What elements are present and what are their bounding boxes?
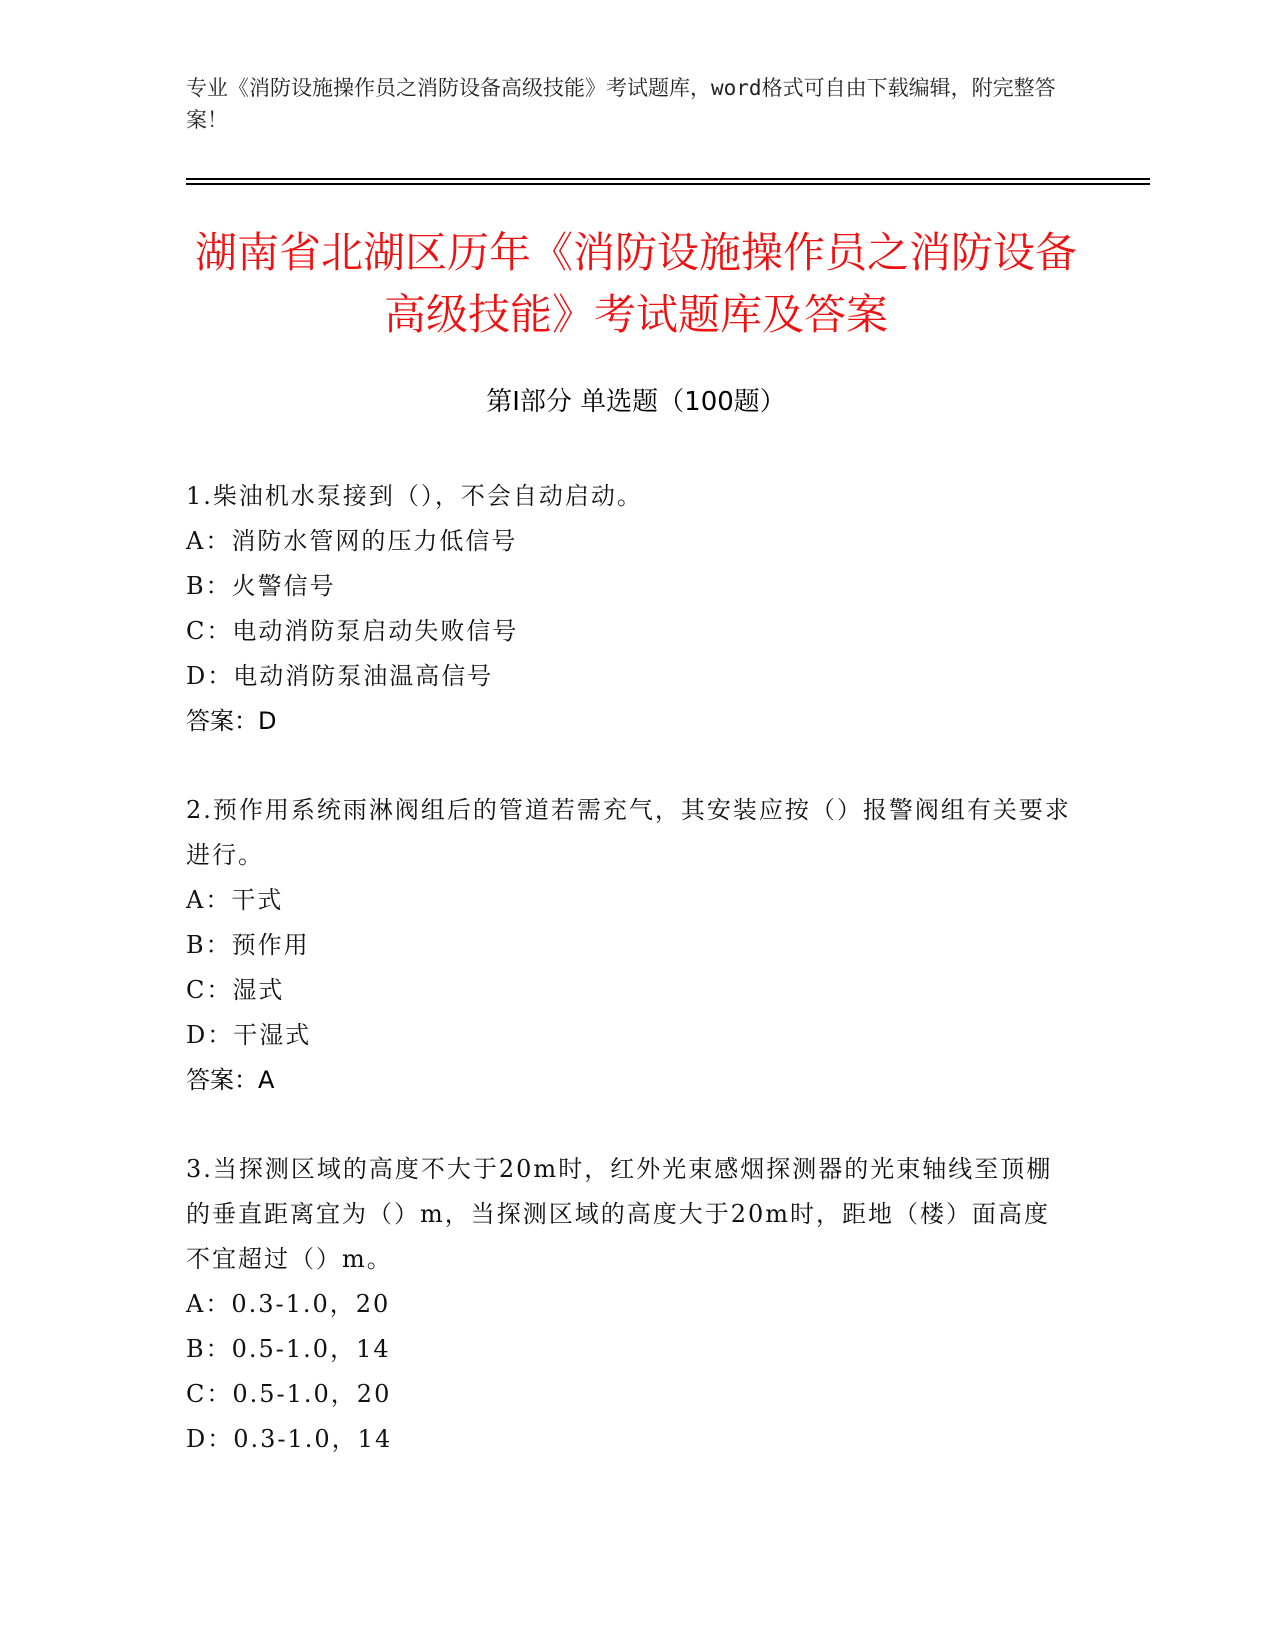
option-b: B：预作用 xyxy=(186,931,310,959)
option-a: A：干式 xyxy=(186,886,284,914)
header-divider-bottom xyxy=(186,183,1150,185)
option-c: C：0.5-1.0，20 xyxy=(186,1380,392,1408)
section-title: 第Ⅰ部分 单选题（100题） xyxy=(486,387,786,417)
header-divider-top xyxy=(186,178,1150,180)
question-3 xyxy=(186,1147,1076,1462)
question-stem: 2.预作用系统雨淋阀组后的管道若需充气，其安装应按（）报警阀组有关要求进行。 xyxy=(186,796,1071,869)
question-stem: 1.柴油机水泵接到（），不会自动启动。 xyxy=(186,482,643,510)
option-a: A：0.3-1.0，20 xyxy=(186,1290,391,1318)
answer: 答案：D xyxy=(186,707,277,735)
option-d: D：0.3-1.0，14 xyxy=(186,1425,393,1453)
option-a: A：消防水管网的压力低信号 xyxy=(186,527,518,555)
question-1 xyxy=(186,474,1076,744)
question-2 xyxy=(186,788,1076,1103)
option-c: C：电动消防泵启动失败信号 xyxy=(186,617,519,645)
header-note: 专业《消防设施操作员之消防设备高级技能》考试题库，word格式可自由下载编辑，附完整答案！ xyxy=(186,76,1056,132)
question-list xyxy=(186,474,1076,1506)
answer: 答案：A xyxy=(186,1066,275,1094)
option-d: D：干湿式 xyxy=(186,1021,312,1049)
option-d: D：电动消防泵油温高信号 xyxy=(186,662,494,690)
option-c: C：湿式 xyxy=(186,976,285,1004)
document-title: 湖南省北湖区历年《消防设施操作员之消防设备高级技能》考试题库及答案 xyxy=(194,228,1077,339)
option-b: B：火警信号 xyxy=(186,572,336,600)
question-stem: 3.当探测区域的高度不大于20m时，红外光束感烟探测器的光束轴线至顶棚的垂直距离宜为（）m，当探测区域的高度大于20m时，距地（楼）面高度不宜超过（）m。 xyxy=(186,1155,1053,1273)
option-b: B：0.5-1.0，14 xyxy=(186,1335,391,1363)
